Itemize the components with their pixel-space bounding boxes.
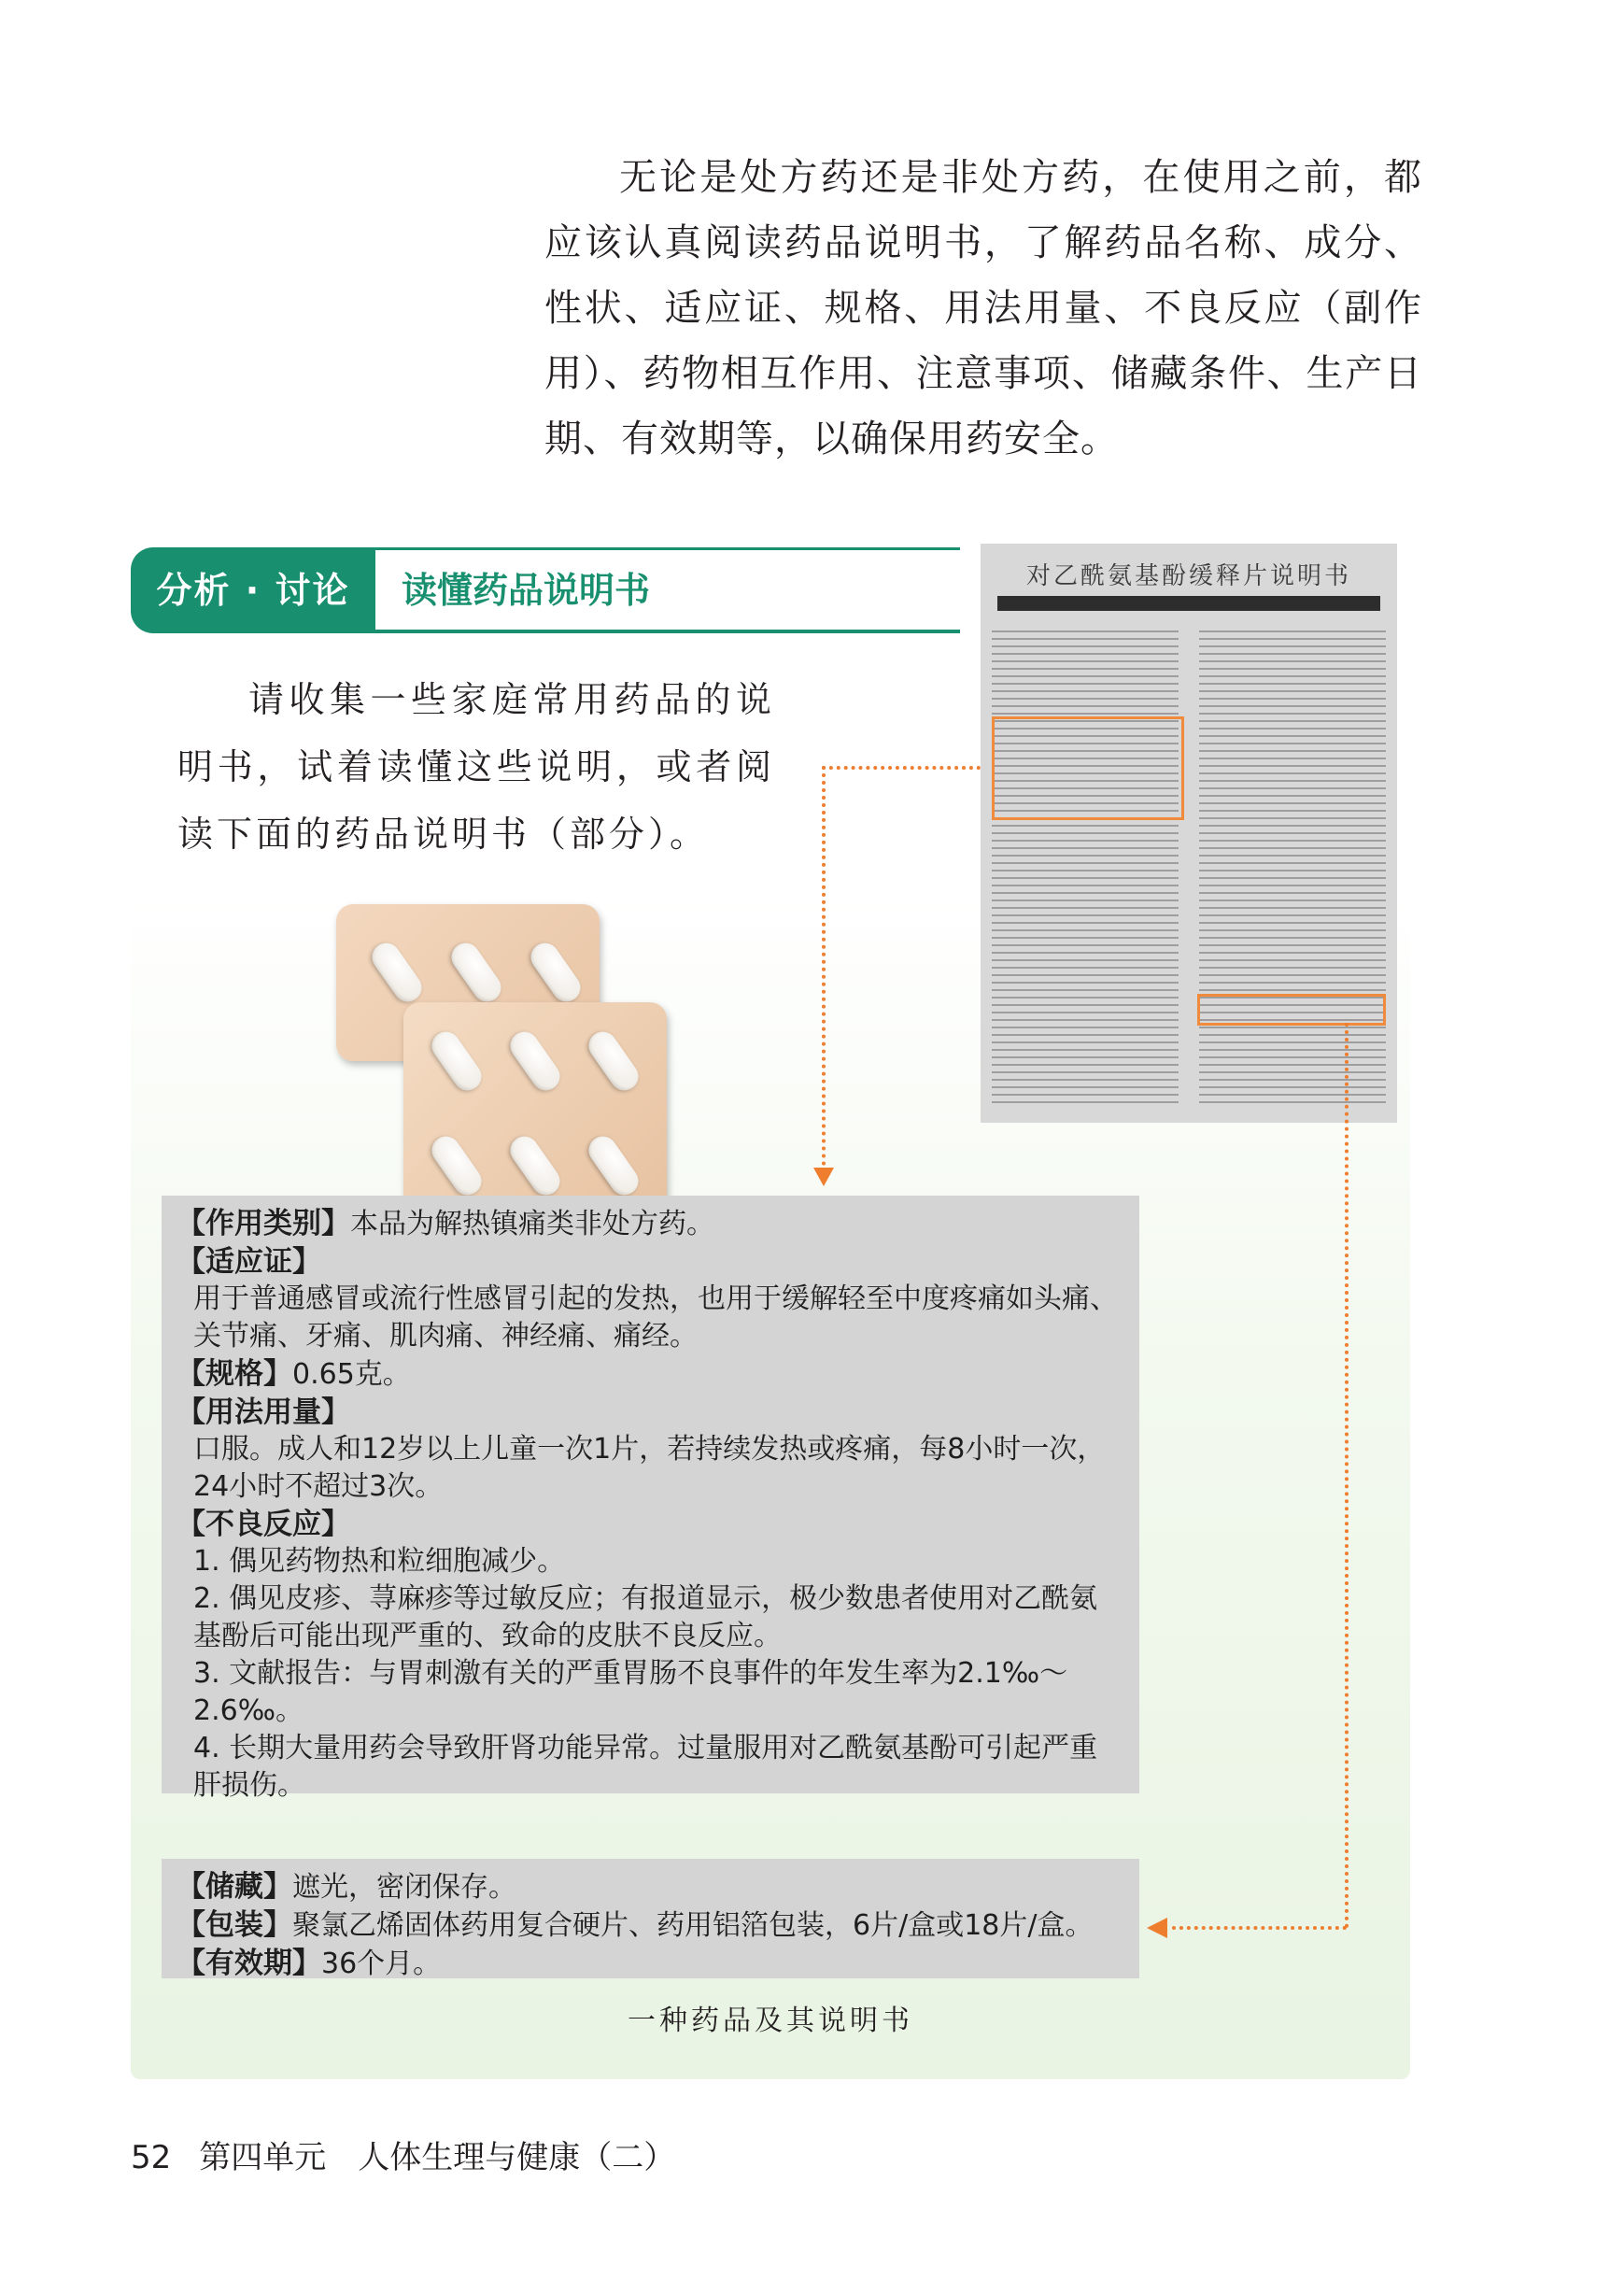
sheet-column-right	[1199, 628, 1386, 1104]
storage-text: 遮光，密闭保存。	[292, 1871, 516, 1904]
instruction-sheet-image	[981, 544, 1397, 1123]
page-footer	[131, 2132, 675, 2177]
expiry-row	[177, 1945, 1124, 1983]
expiry-text: 36个月。	[321, 1948, 442, 1980]
activity-tag: 分析 · 讨论	[131, 547, 375, 633]
pill	[584, 1131, 644, 1201]
category-text: 本品为解热镇痛类非处方药。	[350, 1208, 714, 1240]
category-row	[177, 1205, 1124, 1243]
indication-label: 【适应证】	[177, 1245, 321, 1279]
adverse-item: 1. 偶见药物热和粒细胞减少。	[193, 1545, 566, 1578]
connector-line-2-vertical	[1345, 1023, 1349, 1929]
pill	[427, 1131, 487, 1201]
pill	[505, 1027, 566, 1097]
pill	[505, 1131, 566, 1201]
activity-task-text: 请收集一些家庭常用药品的说明书，试着读懂这些说明，或者阅读下面的药品说明书（部分）。	[177, 679, 775, 855]
instruction-excerpt-main	[162, 1196, 1139, 1802]
sheet-column-left	[992, 628, 1179, 1104]
connector-arrow-down	[813, 1168, 834, 1186]
pill	[446, 938, 507, 1008]
package-row	[177, 1906, 1124, 1945]
usage-text: 口服。成人和12岁以上儿童一次1片，若持续发热或疼痛，每8小时一次，24小时不超过3次。	[193, 1433, 1106, 1503]
adverse-item: 4. 长期大量用药会导致肝肾功能异常。过量服用对乙酰氨基酚可引起严重肝损伤。	[193, 1732, 1098, 1802]
adverse-item: 3. 文献报告：与胃刺激有关的严重胃肠不良事件的年发生率为2.1‰～2.6‰。	[193, 1657, 1068, 1727]
pill	[584, 1027, 644, 1097]
pill	[367, 938, 428, 1008]
sheet-highlight-box-2	[1197, 994, 1386, 1026]
pill	[526, 938, 586, 1008]
intro-paragraph: 无论是处方药还是非处方药，在使用之前，都应该认真阅读药品说明书，了解药品名称、成分、性状、适应证、规格、用法用量、不良反应（副作用）、药物相互作用、注意事项、储藏条件、生产日期、有效期等，以确保用药安全。	[544, 156, 1422, 460]
spec-text: 0.65克。	[292, 1358, 411, 1391]
spec-label: 【规格】	[177, 1357, 292, 1391]
pill	[427, 1027, 487, 1097]
expiry-label: 【有效期】	[177, 1947, 321, 1980]
adverse-label: 【不良反应】	[177, 1508, 350, 1541]
sheet-black-bar	[997, 596, 1380, 611]
package-text: 聚氯乙烯固体药用复合硬片、药用铝箔包装，6片/盒或18片/盒。	[292, 1909, 1094, 1942]
usage-label: 【用法用量】	[177, 1395, 350, 1429]
storage-label: 【储藏】	[177, 1870, 292, 1904]
indication-text: 用于普通感冒或流行性感冒引起的发热，也用于缓解轻至中度疼痛如头痛、关节痛、牙痛、肌肉痛、神经痛、痛经。	[193, 1282, 1118, 1353]
page-number: 52	[131, 2139, 172, 2176]
connector-line-2-horizontal	[1172, 1926, 1347, 1930]
adverse-item: 2. 偶见皮疹、荨麻疹等过敏反应；有报道显示，极少数患者使用对乙酰氨基酚后可能出现严重的、致命的皮肤不良反应。	[193, 1582, 1098, 1652]
spec-row	[177, 1355, 1124, 1394]
figure-caption: 一种药品及其说明书	[628, 2005, 913, 2037]
connector-arrow-left	[1147, 1918, 1167, 1938]
connector-line-1-horizontal	[822, 766, 981, 770]
category-label: 【作用类别】	[177, 1207, 350, 1240]
instruction-sheet-title: 对乙酰氨基酚缓释片说明书	[1025, 562, 1351, 590]
instruction-excerpt-storage	[162, 1859, 1139, 1978]
sheet-highlight-box-1	[992, 716, 1184, 820]
activity-title: 读懂药品说明书	[402, 570, 651, 611]
activity-header	[131, 547, 960, 633]
unit-title: 第四单元 人体生理与健康（二）	[199, 2139, 676, 2176]
package-label: 【包装】	[177, 1908, 292, 1942]
storage-row	[177, 1868, 1124, 1906]
connector-line-1-vertical	[822, 766, 826, 1166]
